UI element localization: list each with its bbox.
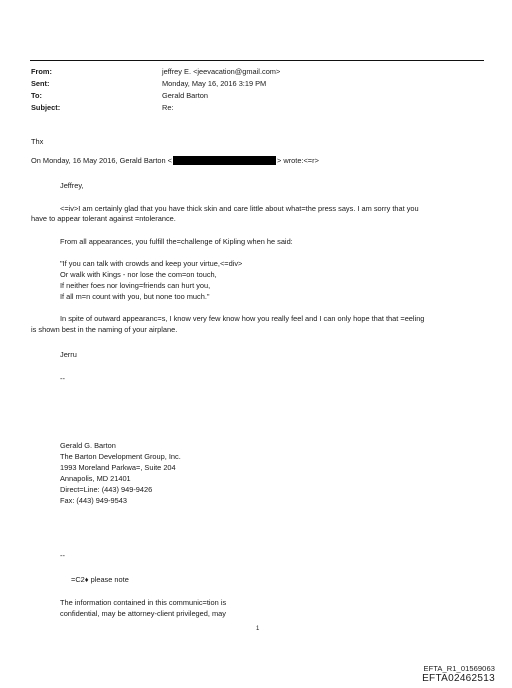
page-number: 1 <box>256 626 260 632</box>
sent-value: Monday, May 16, 2016 3:19 PM <box>162 79 267 88</box>
poem-line-2: Or walk with Kings - nor lose the com=on touch, <box>60 270 217 279</box>
disclaimer-line-2: confidential, may be attorney-client privileged, may <box>60 609 226 618</box>
quote-intro-prefix: On Monday, 16 May 2016, Gerald Barton < <box>31 156 172 165</box>
subject-label: Subject: <box>31 103 61 112</box>
quote-intro-suffix: > wrote:<=r> <box>276 156 319 165</box>
separator-2: -- <box>60 551 65 560</box>
sent-label: Sent: <box>31 79 50 88</box>
poem-line-1: "If you can talk with crowds and keep your virtue,<=div> <box>60 259 243 268</box>
signature-line-5: Direct=Line: (443) 949-9426 <box>60 485 153 494</box>
separator-1: -- <box>60 374 65 383</box>
quote-intro <box>31 156 319 165</box>
poem-line-4: If all m=n count with you, but none too much." <box>60 292 210 301</box>
header-rule <box>30 60 484 61</box>
poem-line-3: If neither foes nor loving=friends can hurt you, <box>60 281 211 290</box>
signature-line-3: 1993 Moreland Parkwa=, Suite 204 <box>60 463 176 472</box>
subject-value: Re: <box>162 103 174 112</box>
signature-line-2: The Barton Development Group, Inc. <box>60 452 181 461</box>
paragraph-2: From all appearances, you fulfill the=challenge of Kipling when he said: <box>60 237 293 246</box>
paragraph-3-line-1: In spite of outward appearanc=s, I know very few know how you really feel and I can only hope that that =eeling <box>60 314 425 323</box>
bates-stamp-2: EFTA02462513 <box>422 673 495 684</box>
greeting: Jeffrey, <box>60 181 84 190</box>
reply-text: Thx <box>31 137 44 146</box>
signoff: Jerru <box>60 350 77 359</box>
paragraph-1-line-2: have to appear tolerant against =ntolerance. <box>31 214 176 223</box>
from-label: From: <box>31 67 52 76</box>
signature-line-6: Fax: (443) 949-9543 <box>60 496 127 505</box>
from-value: jeffrey E. <jeevacation@gmail.com> <box>162 67 281 76</box>
disclaimer-line-1: The information contained in this communic=tion is <box>60 598 227 607</box>
to-label: To: <box>31 91 42 100</box>
bates-stamp-1: EFTA_R1_01569063 <box>423 664 495 673</box>
signature-line-4: Annapolis, MD 21401 <box>60 474 131 483</box>
paragraph-1-line-1: <=iv>I am certainly glad that you have thick skin and care little about what=the press says. I am sorry that you <box>60 204 419 213</box>
signature-line-1: Gerald G. Barton <box>60 441 116 450</box>
to-value: Gerald Barton <box>162 91 209 100</box>
paragraph-3-line-2: is shown best in the naming of your airplane. <box>31 325 178 334</box>
redaction-block <box>173 156 276 165</box>
please-note: =C2♦ please note <box>71 575 129 584</box>
